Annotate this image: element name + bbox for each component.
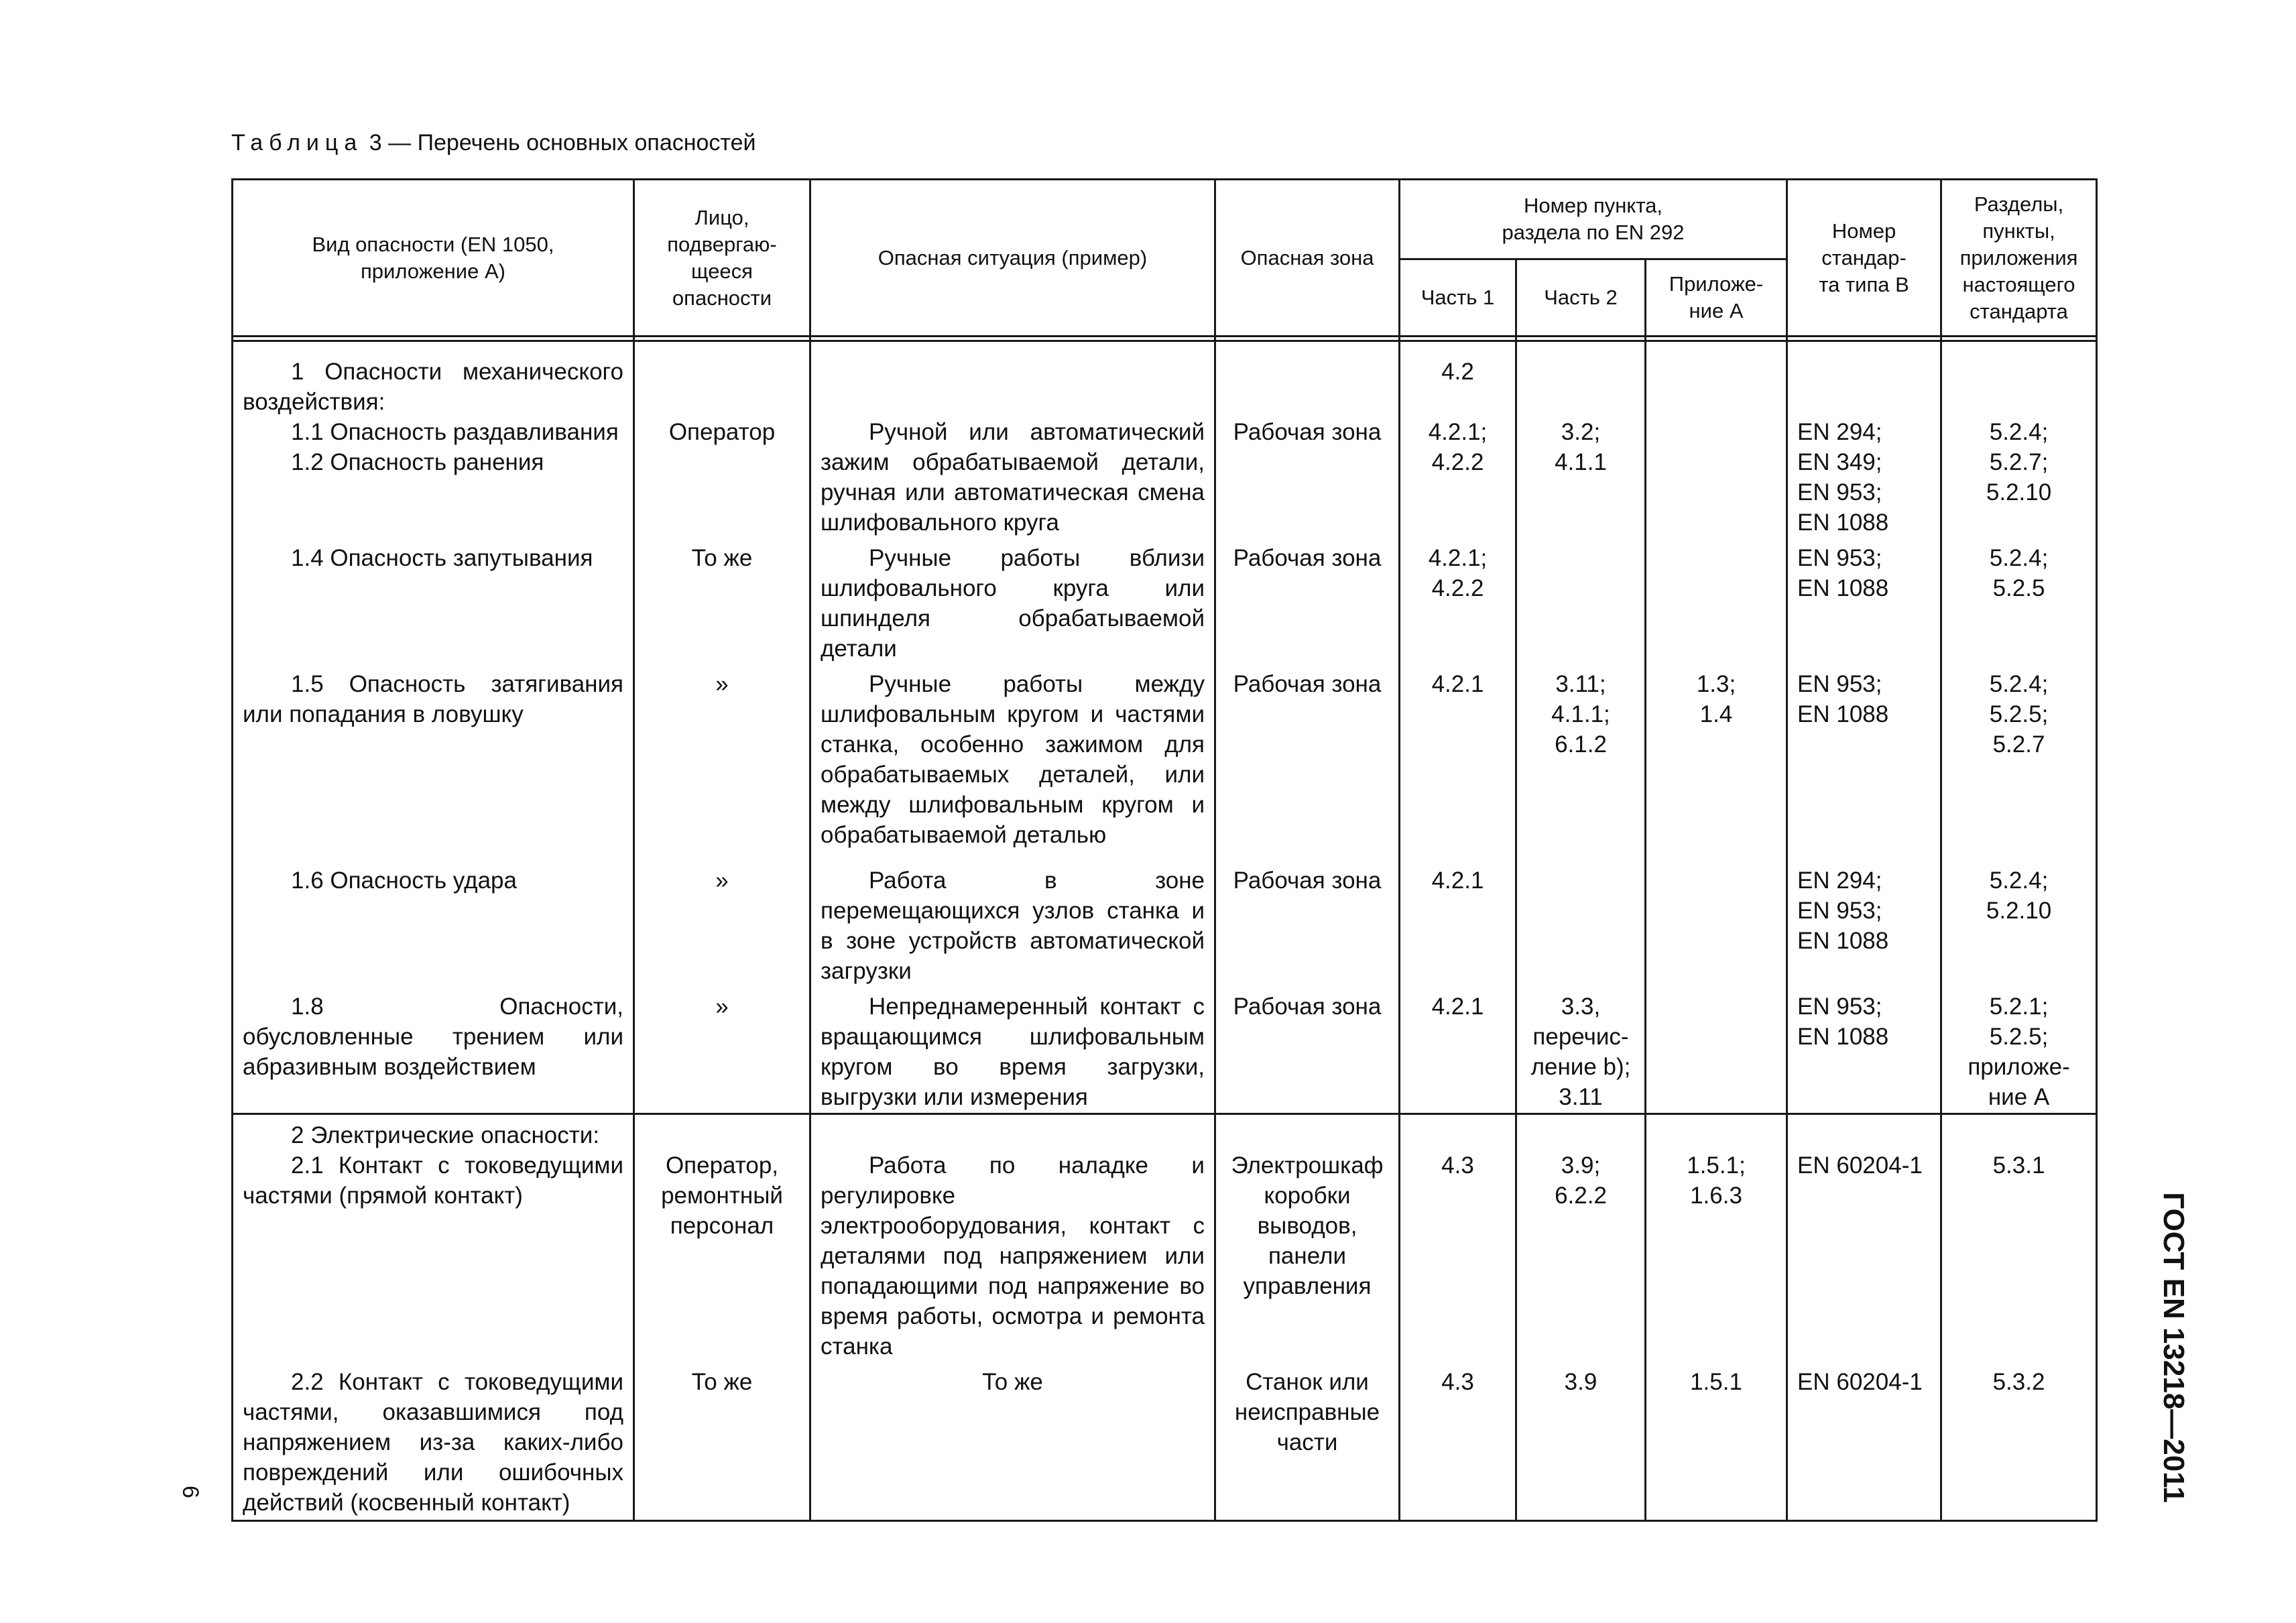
cell-value: EN 1088 [1797,509,1889,536]
zone-cell [1215,664,1400,860]
cell-value: 4.1.1; [1551,701,1610,727]
header-separator [1787,337,1941,341]
part2-cell [1516,986,1646,1114]
cell-value: 5.3.2 [1992,1368,2045,1395]
header-separator [233,337,634,341]
clauses-cell [1941,986,2097,1114]
situation-cell [810,341,1215,538]
cell-value: 4.2 [1441,359,1474,385]
header-separator [1215,337,1400,341]
cell-value: EN 294; [1797,419,1882,445]
cell-value: 5.2.5 [1992,575,2045,601]
part1-cell [1400,664,1516,860]
zone-text: Станок или неисправные части [1234,1368,1380,1455]
situation-text: Работа в зоне перемещающихся узлов станка и в зоне устройств автоматической загрузки [821,867,1205,984]
zone-cell [1215,986,1400,1114]
type-b-standard-cell [1787,860,1941,986]
cell-value: 5.2.4; [1989,867,2049,894]
header-en292-group: Номер пункта, раздела по EN 292 [1400,180,1787,259]
annex-a-cell [1646,986,1787,1114]
cell-value: 6.1.2 [1555,731,1607,758]
cell-value: EN 349; [1797,449,1882,475]
table-row [233,538,2097,664]
table-row [233,1114,2097,1362]
zone-text: Рабочая зона [1233,867,1382,894]
cell-value: 6.2.2 [1555,1182,1607,1209]
cell-value: 1.6.3 [1690,1182,1742,1209]
cell-value: 4.2.1 [1431,671,1484,697]
situation-text: Ручные работы между шлифовальным кругом и частями станка, особенно зажимом для обрабатываемых деталей, или между шлифовальным кругом и обрабатываемой деталью [821,671,1205,848]
hazard-text: 1.8 Опасности, обусловленные трением или абразивным воздействием [243,994,623,1080]
header-type-b-standard: Номер стандар-та типа В [1787,180,1941,337]
cell-value: 4.2.2 [1431,575,1484,601]
standard-designation-text: ГОСТ EN 13218—2011 [2157,1192,2190,1503]
page-number: 6 [177,1486,203,1498]
situation-cell [810,538,1215,664]
header-separator [634,337,810,341]
cell-value: 5.2.1; [1989,994,2049,1020]
annex-a-cell [1646,1362,1787,1521]
caption-number: 3 [369,130,382,156]
part1-cell [1400,860,1516,986]
clauses-cell [1941,860,2097,986]
part2-cell [1516,1362,1646,1521]
cell-value: EN 60204-1 [1797,1368,1923,1395]
hazard-cell [233,1362,634,1521]
hazard-text: 1.4 Опасность запутывания [291,545,593,571]
person-text: » [715,867,729,894]
part1-cell [1400,986,1516,1114]
header-clauses: Разделы, пункты, приложения настоящего стандарта [1941,180,2097,337]
cell-value: EN 953; [1797,994,1882,1020]
table-row [233,986,2097,1114]
part2-cell [1516,664,1646,860]
part2-cell [1516,1114,1646,1362]
caption-title: — Перечень основных опасностей [388,130,756,156]
cell-value: 3.9 [1564,1368,1597,1395]
table-row [233,341,2097,538]
header-separator [1400,337,1516,341]
cell-value: 4.1.1 [1555,449,1607,475]
cell-value: 5.2.10 [1986,898,2052,924]
cell-value: 3.3, [1561,994,1601,1020]
cell-value: 4.2.1 [1431,867,1484,894]
cell-value: EN 953; [1797,545,1882,571]
cell-value: 4.3 [1441,1368,1474,1395]
cell-value: 5.2.5; [1989,701,2049,727]
header-hazard-type: Вид опасности (EN 1050, приложение А) [233,180,634,337]
cell-value: ление b); [1530,1054,1631,1080]
header-separator [1516,337,1646,341]
type-b-standard-cell [1787,664,1941,860]
situation-text: То же [982,1368,1043,1395]
person-text: То же [691,545,753,571]
hazard-cell [233,664,634,860]
part2-cell [1516,341,1646,538]
cell-value: 3.11 [1559,1084,1603,1110]
zone-cell [1215,341,1400,538]
part1-cell [1400,1114,1516,1362]
header-annex-a: Приложе-ние А [1646,259,1787,337]
cell-value: 3.11; [1555,671,1606,697]
hazard-cell [233,538,634,664]
person-cell [634,986,810,1114]
person-cell [634,664,810,860]
table-row [233,860,2097,986]
situation-text: Ручные работы вблизи шлифовального круга или шпинделя обрабатываемой детали [821,545,1205,662]
situation-text: Ручной или автоматический зажим обрабатываемой детали, ручная или автоматическая смена шлифовального круга [821,419,1205,536]
header-part-1: Часть 1 [1400,259,1516,337]
cell-value: 4.3 [1441,1152,1474,1179]
zone-text: Рабочая зона [1233,994,1382,1020]
hazard-cell [233,860,634,986]
part1-cell [1400,341,1516,538]
person-cell [634,341,810,538]
cell-value: перечис- [1532,1024,1629,1050]
type-b-standard-cell [1787,1114,1941,1362]
header-person: Лицо, подвергаю-щееся опасности [634,180,810,337]
clauses-cell [1941,1362,2097,1521]
zone-text: Рабочая зона [1233,545,1382,571]
cell-value: 3.9; [1561,1152,1601,1179]
caption-label: Таблица [231,130,363,156]
zone-cell [1215,1362,1400,1521]
hazard-cell [233,1114,634,1362]
part1-cell [1400,538,1516,664]
header-separator [1941,337,2097,341]
type-b-standard-cell [1787,1362,1941,1521]
cell-value: EN 1088 [1797,1024,1889,1050]
cell-value: приложе- [1968,1054,2070,1080]
annex-a-cell [1646,860,1787,986]
hazard-text: 2 Электрические опасности: [291,1122,600,1148]
zone-cell [1215,538,1400,664]
hazards-table [231,178,2098,1522]
hazard-text: 1 Опасности механического воздействия: [243,359,623,415]
cell-value: ние А [1988,1084,2050,1110]
part2-cell [1516,538,1646,664]
cell-value: 1.5.1 [1690,1368,1742,1395]
annex-a-cell [1646,538,1787,664]
cell-value: 5.2.4; [1989,671,2049,697]
cell-value: 4.2.1; [1428,419,1488,445]
hazard-text: 1.5 Опасность затягивания или попадания в ловушку [243,671,623,727]
cell-value: 1.3; [1696,671,1736,697]
standard-designation [2153,1192,2193,1503]
person-text: Оператор [668,419,776,445]
cell-value: 4.2.2 [1431,449,1484,475]
cell-value: EN 1088 [1797,928,1889,954]
header-situation: Опасная ситуация (пример) [810,180,1215,337]
table-row [233,664,2097,860]
zone-text: Рабочая зона [1233,419,1382,445]
header-separator [1646,337,1787,341]
person-text: То же [691,1368,753,1395]
person-text: Оператор, ремонтный персонал [661,1152,783,1239]
clauses-cell [1941,538,2097,664]
cell-value: 4.2.1 [1431,994,1484,1020]
zone-text: Рабочая зона [1233,671,1382,697]
cell-value: 5.2.5; [1989,1024,2049,1050]
cell-value: 5.2.7; [1989,449,2049,475]
annex-a-cell [1646,1114,1787,1362]
table-row [233,1362,2097,1521]
cell-value: EN 953; [1797,898,1882,924]
person-cell [634,1114,810,1362]
zone-cell [1215,1114,1400,1362]
hazard-cell [233,986,634,1114]
situation-cell [810,860,1215,986]
cell-value: 5.2.4; [1989,545,2049,571]
cell-value: 5.3.1 [1992,1152,2045,1179]
cell-value: EN 1088 [1797,575,1889,601]
annex-a-cell [1646,341,1787,538]
hazard-text: 1.6 Опасность удара [291,867,517,894]
part1-cell [1400,1362,1516,1521]
hazard-text: 1.2 Опасность ранения [291,449,544,475]
person-text: » [715,671,729,697]
type-b-standard-cell [1787,986,1941,1114]
situation-text: Непреднамеренный контакт с вращающимся шлифовальным кругом во время загрузки, выгрузки или измерения [821,994,1205,1110]
hazard-text: 1.1 Опасность раздавливания [291,419,619,445]
person-cell [634,860,810,986]
hazard-text: 2.1 Контакт с токоведущими частями (прямой контакт) [243,1152,623,1209]
type-b-standard-cell [1787,538,1941,664]
situation-text: Работа по наладке и регулировке электрооборудования, контакт с деталями под напряжением или попадающими под напряжение во время работы, осмотра и ремонта станка [821,1152,1205,1360]
person-text: » [715,994,729,1020]
header-zone: Опасная зона [1215,180,1400,337]
cell-value: EN 1088 [1797,701,1889,727]
zone-cell [1215,860,1400,986]
clauses-cell [1941,1114,2097,1362]
hazard-cell [233,341,634,538]
type-b-standard-cell [1787,341,1941,538]
cell-value: 5.2.4; [1989,419,2049,445]
clauses-cell [1941,341,2097,538]
cell-value: 5.2.10 [1986,479,2052,505]
situation-cell [810,1114,1215,1362]
person-cell [634,1362,810,1521]
cell-value: 5.2.7 [1992,731,2045,758]
situation-cell [810,1362,1215,1521]
situation-cell [810,664,1215,860]
annex-a-cell [1646,664,1787,860]
cell-value: 1.4 [1699,701,1733,727]
cell-value: EN 953; [1797,671,1882,697]
cell-value: 1.5.1; [1687,1152,1746,1179]
cell-value: 4.2.1; [1428,545,1488,571]
cell-value: 3.2; [1561,419,1601,445]
cell-value: EN 294; [1797,867,1882,894]
table-caption [231,130,756,156]
clauses-cell [1941,664,2097,860]
header-part-2: Часть 2 [1516,259,1646,337]
cell-value: EN 60204-1 [1797,1152,1923,1179]
situation-cell [810,986,1215,1114]
cell-value: EN 953; [1797,479,1882,505]
header-separator [810,337,1215,341]
person-cell [634,538,810,664]
part2-cell [1516,860,1646,986]
zone-text: Электрошкаф коробки выводов, панели управления [1231,1152,1384,1299]
hazard-text: 2.2 Контакт с токоведущими частями, оказавшимися под напряжением из-за каких-либо повреждений или ошибочных действий (косвенный контакт) [243,1368,623,1516]
